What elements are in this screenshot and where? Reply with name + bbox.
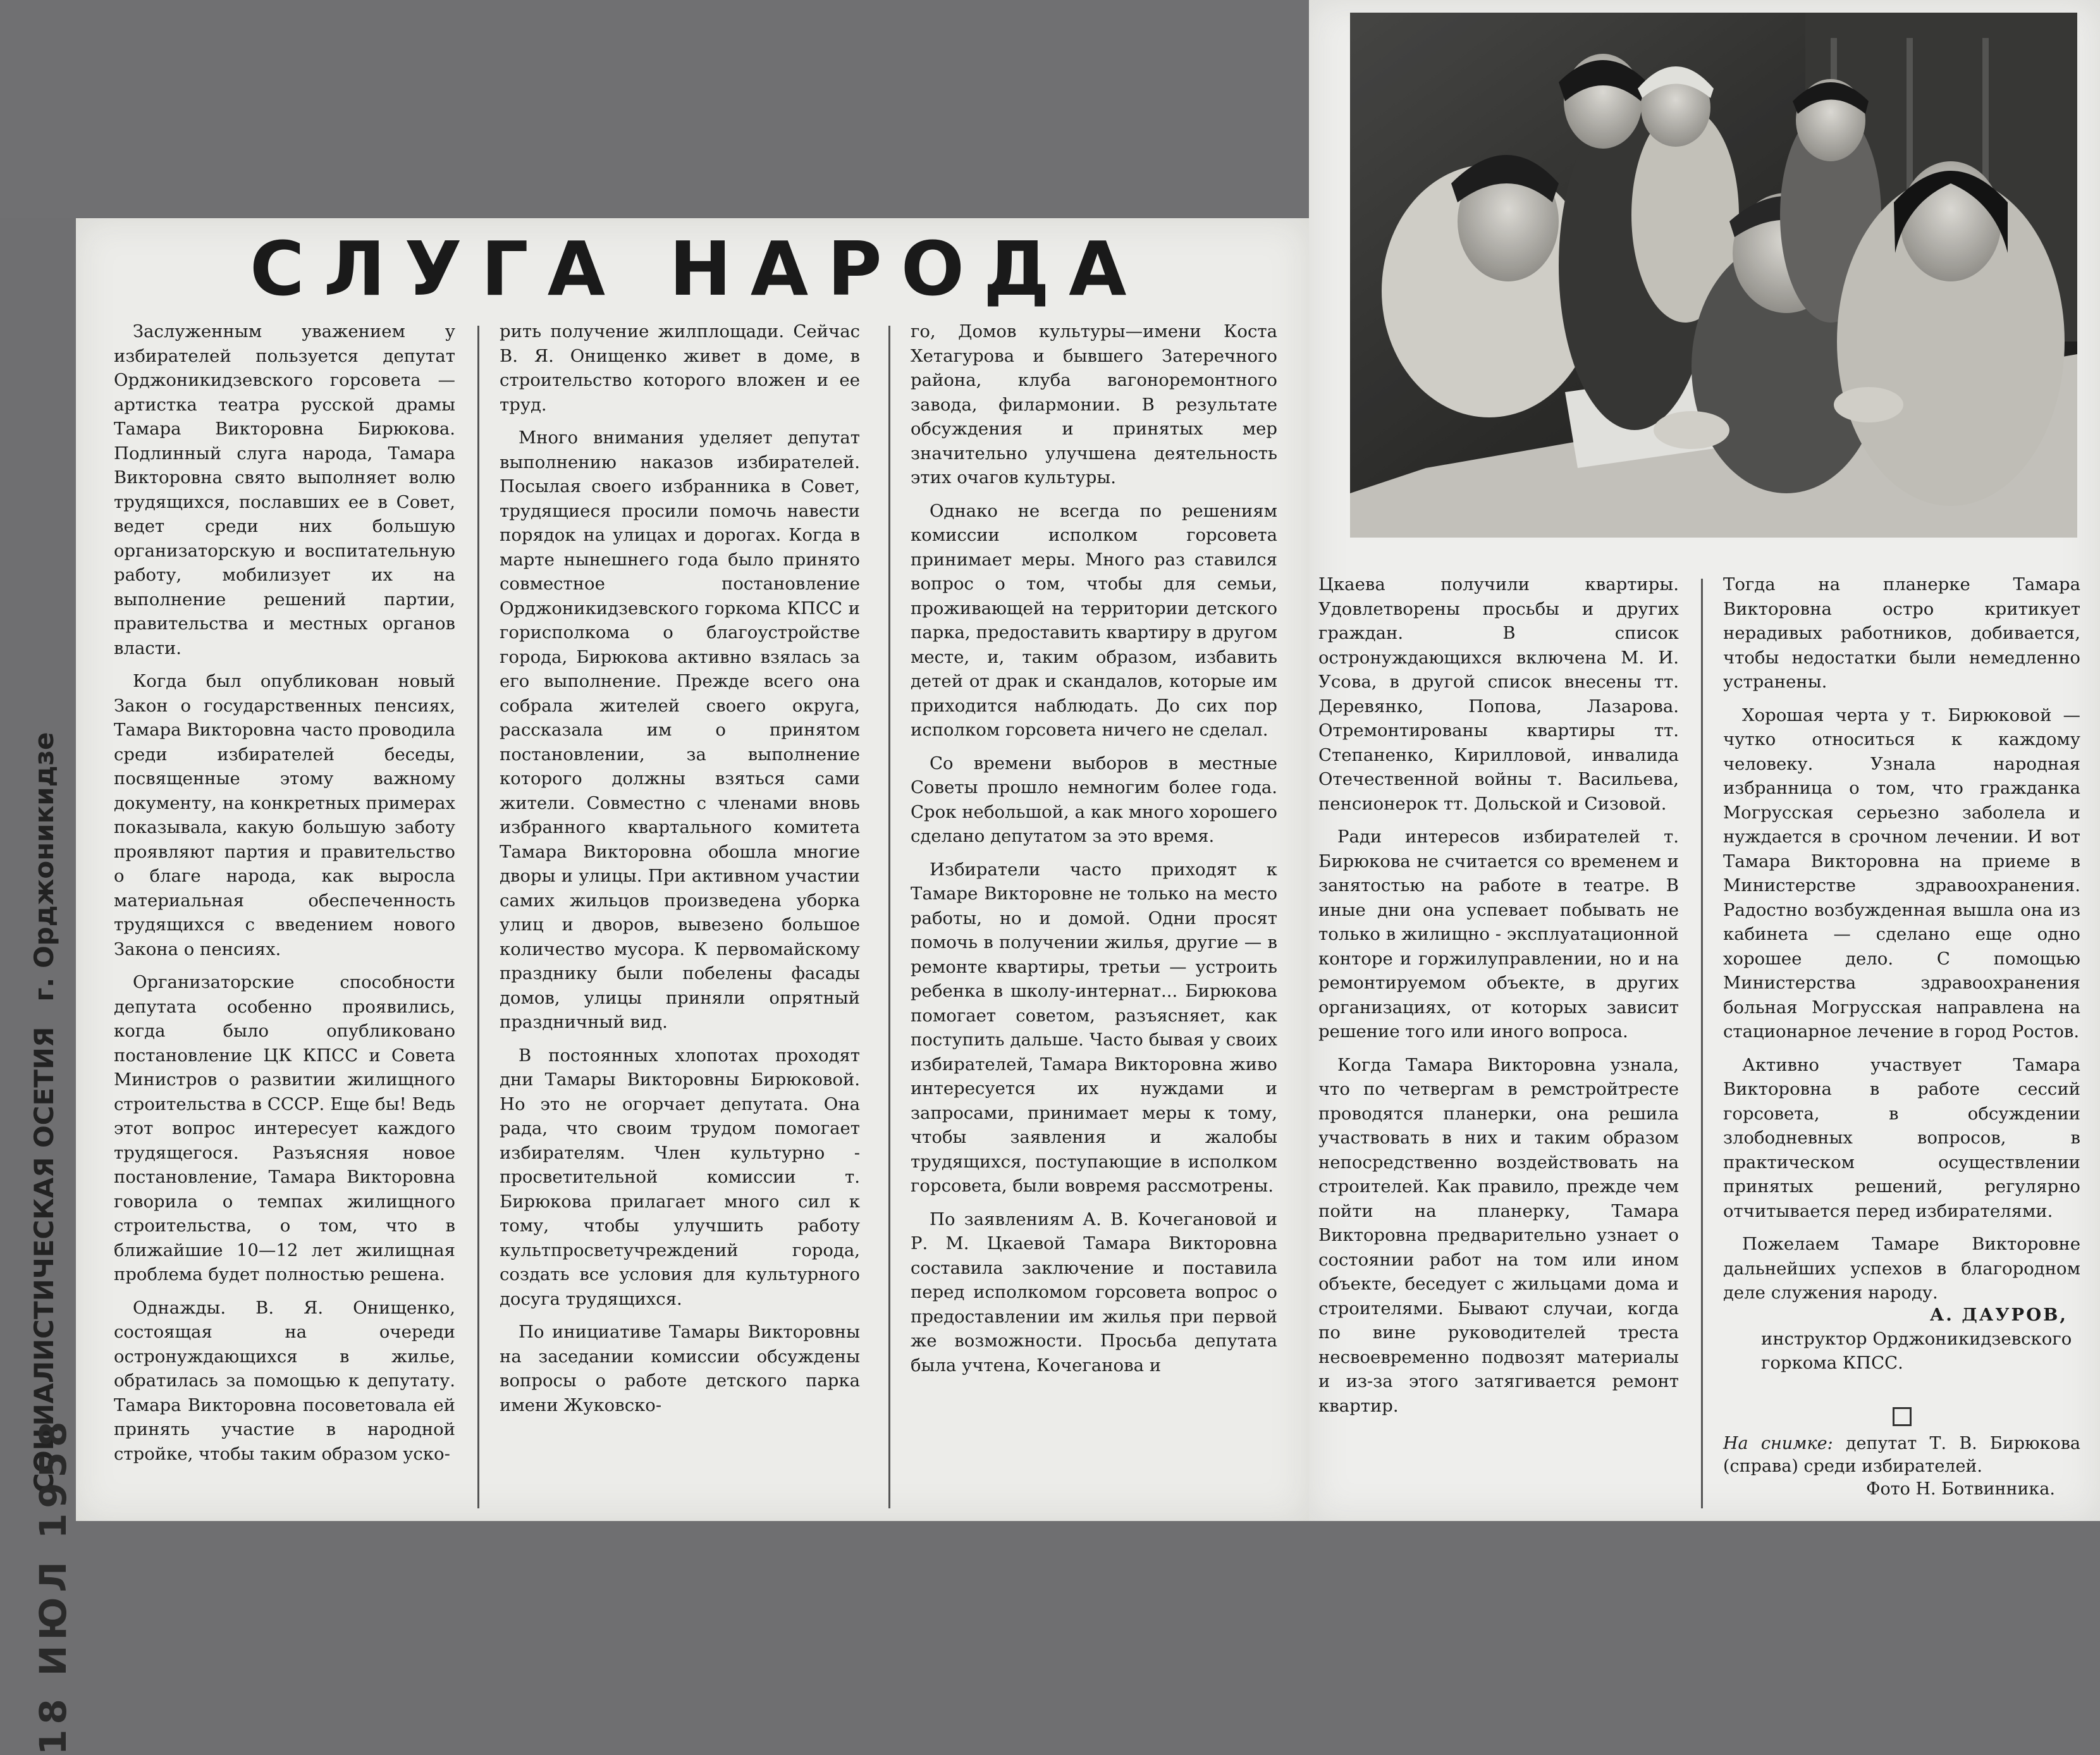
caption-description: депутат Т. В. Бирюкова (справа) среди избирателей. — [1723, 1434, 2080, 1476]
paragraph: Тогда на планерке Тамара Викторовна остро критикует нерадивых работников, добивается, чтобы недостатки были немедленно устранены. — [1723, 574, 2080, 692]
mount-background — [0, 0, 1309, 218]
paragraph: Цкаева получили квартиры. Удовлетворены просьбы и других граждан. В список остронуждающихся включена М. И. Усова, в другой список внесены тт. Деревянко, Попова, Лазарова. Отремонтированы квартиры тт. Степаненко, Кирилловой, инвалида Отечественной войны т. Васильева, пенсионерок тт. Дольской и Сизовой. — [1318, 574, 1679, 814]
paragraph: Когда Тамара Викторовна узнала, что по четвергам в ремстройтресте проводятся планерки, она решила участвовать в них и таким образом непосредственно воздействовать на строителей. Как правило, прежде чем пойти на планерку, Тамара Викторовна предварительно узнает о состоянии работ на том или ином объекте, беседует с жильцами дома и строителями. Бывают случаи, когда по вине руководителей треста несвоевременно подвозят материалы и из-за этого затягивается ремонт квартир. — [1318, 1054, 1679, 1416]
paragraph: Хорошая черта у т. Бирюковой —чутко относиться к каждому человеку. Узнала народная избранница о том, что гражданка Могрусская серьезно заболела и нуждается в срочном лечении. И вот Тамара Викторовна на приеме в Министерстве здравоохранения. Радостно возбужденная вышла она из кабинета — сделано еще одно хорошее дело. С помощью Министерства здравоохранения больная Могрусская направлена на стационарное лечение в город Ростов. — [1723, 705, 2080, 1042]
author-signature — [1723, 1303, 2080, 1423]
column-divider — [1701, 579, 1703, 1508]
article-column-2 — [500, 319, 860, 1512]
newspaper-stamp — [13, 534, 75, 1755]
newspaper-title: СОЦИАЛИСТИЧЕСКАЯ ОСЕТИЯ — [28, 1026, 59, 1493]
paragraph: Однажды. В. Я. Онищенко, состоящая на очереди остронуждающихся в жилье, обратилась за помощью к депутату. Тамара Викторовна посоветовала ей принять участие в народной стройке, чтобы таким образом уско- — [114, 1297, 455, 1464]
newspaper-city: г. Орджоникидзе — [28, 732, 59, 1002]
paragraph: По заявлениям А. В. Кочегановой и Р. М. Цкаевой Тамара Викторовна составила заключение и поставила перед исполкомом горсовета вопрос о предоставлении им жилья при первой же возможности. Просьба депутата была учтена, Кочеганова и — [911, 1209, 1277, 1376]
news-photo — [1350, 13, 2077, 538]
paragraph: Заслуженным уважением у избирателей пользуется депутат Орджоникидзевского горсовета —артистка театра русской драмы Тамара Викторовна Бирюкова. Подлинный слуга народа, Тамара Викторовна свято выполняет волю трудящихся, пославших ее в Совет, ведет среди них большую организаторскую и воспитательную работу, мобилизует их на выполнение решений партии, правительства и местных органов власти. — [114, 321, 455, 658]
caption-label: На снимке: — [1723, 1434, 1833, 1453]
paragraph: Со времени выборов в местные Советы прошло немногим более года. Срок небольшой, а как много хорошего сделано депутатом за это время. — [911, 753, 1277, 846]
caption-marker-icon — [1893, 1407, 1912, 1426]
paragraph: рить получение жилплощади. Сейчас В. Я. Онищенко живет в доме, в строительство которого вложен и ее труд. — [500, 321, 860, 415]
article-column-5 — [1723, 572, 2080, 1303]
photo-caption — [1723, 1407, 2080, 1508]
article-headline: СЛУГА НАРОДА — [250, 225, 1146, 312]
paragraph: го, Домов культуры—имени Коста Хетагурова и бывшего Затеречного района, клуба вагоноремонтного завода, филармонии. В результате обсуждения и принятых мер значительно улучшена деятельность этих очагов культуры. — [911, 321, 1277, 488]
paragraph: По инициативе Тамары Викторовны на заседании комиссии обсуждены вопросы о работе детского парка имени Жуковско- — [500, 1322, 860, 1415]
paragraph: Много внимания уделяет депутат выполнению наказов избирателей. Посылая своего избранника в Совет, трудящиеся просили помочь навести порядок на улицах и дорогах. Когда в марте нынешнего года было принято совместное постановление Орджоникидзевского горкома КПСС и горисполкома о благоустройстве города, Бирюкова активно взялась за его выполнение. Прежде всего она собрала жителей своего округа, рассказала им о принятом постановлении, за выполнение которого должны взяться сами жители. Совместно с членами вновь избранного квартального комитета Тамара Викторовна обошла многие дворы и улицы. При активном участии самих жильцов произведена уборка улиц и дворов, вывезено большое количество мусора. К первомайскому празднику были побелены фасады домов, улицы приняли опрятный праздничный вид. — [500, 428, 860, 1032]
paragraph: Активно участвует Тамара Викторовна в работе сессий горсовета, в обсуждении злободневных вопросов, в практическом осуществлении принятых решений, регулярно отчитывается перед избирателями. — [1723, 1054, 2080, 1221]
photo-credit: Фото Н. Ботвинника. — [1866, 1479, 2055, 1499]
paragraph: Когда был опубликован новый Закон о государственных пенсиях, Тамара Викторовна часто проводила среди избирателей беседы, посвященные этому важному документу, на конкретных примерах показывала, какую большую заботу проявляют партия и правительство о благе народа, как выросла материальная обеспеченность трудящихся с введением нового Закона о пенсиях. — [114, 671, 456, 959]
paragraph: Ради интересов избирателей т. Бирюкова не считается со временем и занятостью на работе в театре. В иные дни она успевает побывать не только в жилищно - эксплуатационной конторе и горжилуправлении, но и на ремонтируемом объекте, в других организациях, от которых зависит решение того или иного вопроса. — [1318, 827, 1679, 1042]
photo-family-with-deputy-icon — [1350, 13, 2077, 538]
column-divider — [888, 326, 890, 1508]
stamp-date: 18 ИЮЛ 1958 — [32, 1416, 75, 1755]
paragraph: Избиратели часто приходят к Тамаре Викторовне не только на место работы, но и домой. Одни просят помочь в получении жилья, другие — в ремонте квартиры, третьи — устроить ребенка в школу-интернат... Бирюкова помогает советом, разъясняет, как поступить дальше. Часто бывая у своих избирателей, Тамара Викторовна живо интересуется их нуждами и запросами, принимает меры к тому, чтобы заявления и жалобы трудящихся, поступающие в исполком горсовета, были вовремя рассмотрены. — [911, 859, 1277, 1196]
paragraph: Организаторские способности депутата особенно проявились, когда было опубликовано постановление ЦК КПСС и Совета Министров о развитии жилищного строительства в СССР. Еще бы! Ведь этот вопрос интересует каждого трудящегося. Разъясняя новое постановление, Тамара Викторовна говорила о темпах жилищного строительства, о том, что в ближайшие 10—12 лет жилищная проблема будет полностью решена. — [114, 972, 455, 1284]
paragraph: Однако не всегда по решениям комиссии исполком горсовета принимает меры. Много раз ставился вопрос о том, чтобы для семьи, проживающей на территории детского парка, предоставить квартиру в другом месте, и, таким образом, избавить детей от драк и скандалов, которые им приходится наблюдать. До сих пор исполком горсовета ничего не сделал. — [911, 500, 1277, 740]
article-column-4 — [1318, 572, 1679, 1508]
paragraph: Пожелаем Тамаре Викторовне дальнейших успехов в благородном деле служения народу. — [1723, 1234, 2080, 1303]
paragraph: В постоянных хлопотах проходят дни Тамары Викторовны Бирюковой. Но это не огорчает депутата. Она рада, что своим трудом помогает избирателям. Член культурно - просветительной комиссии т. Бирюкова прилагает много сил к тому, чтобы улучшить работу культпросветучреждений города, создать все условия для культурного досуга трудящихся. — [500, 1045, 860, 1309]
column-divider — [477, 326, 479, 1508]
author-name: А. ДАУРОВ, — [1929, 1305, 2068, 1325]
newspaper-name — [16, 544, 73, 1493]
caption-text-block — [1723, 1432, 2080, 1478]
article-column-3 — [911, 319, 1277, 1512]
author-title: инструктор Орджоникидзевского горкома КПСС. — [1761, 1329, 2072, 1373]
article-column-1 — [114, 319, 455, 1512]
